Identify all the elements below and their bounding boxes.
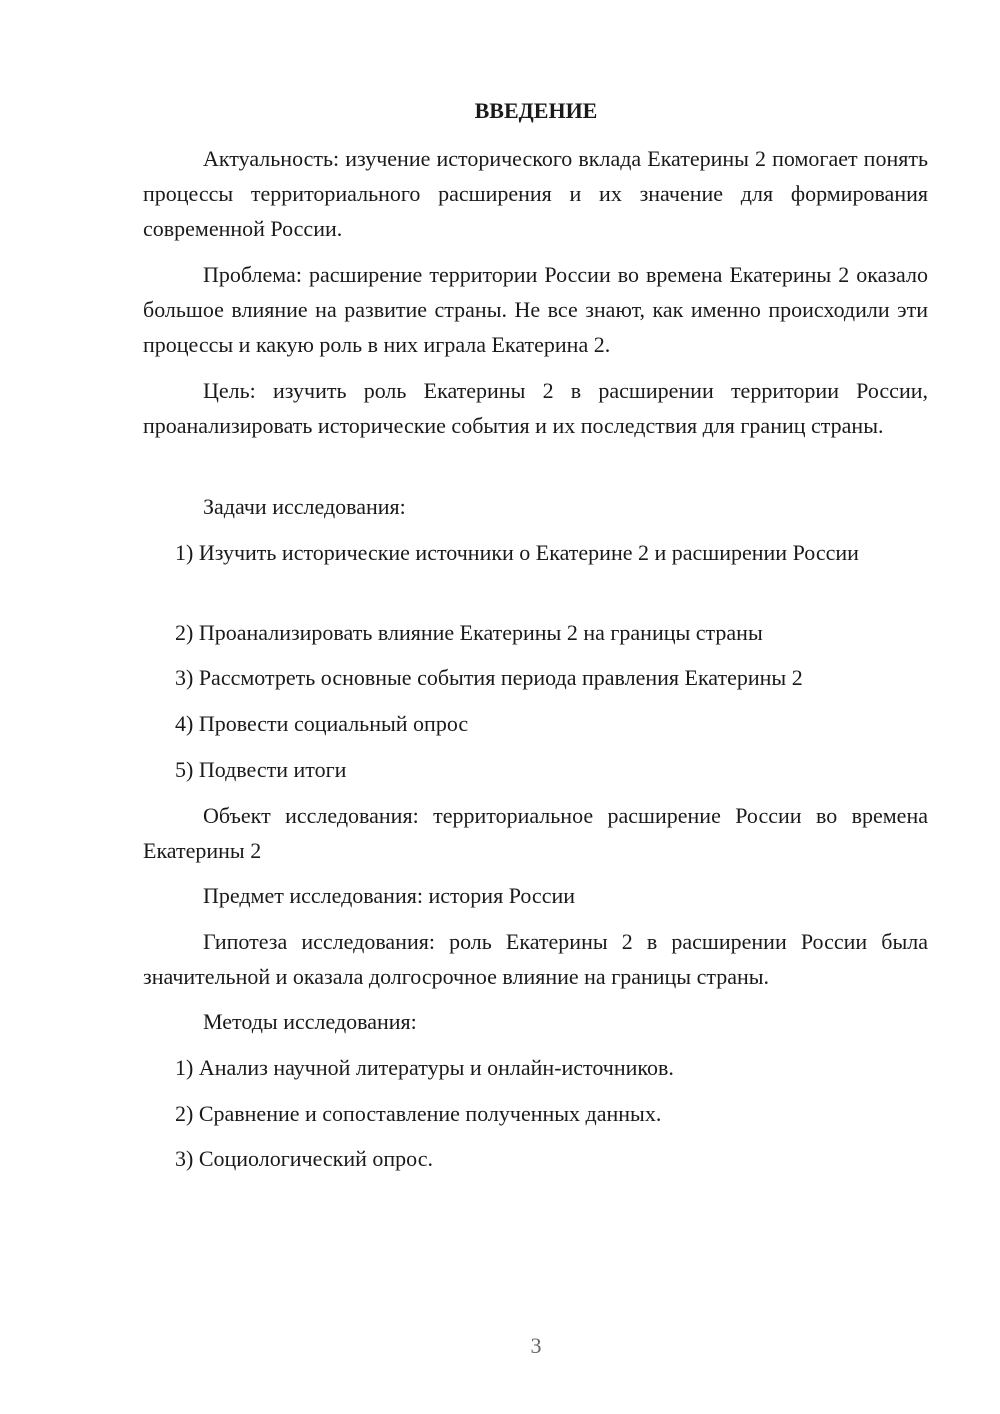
method-item: 3) Социологический опрос.	[175, 1146, 433, 1171]
task-item: 4) Провести социальный опрос	[175, 711, 469, 736]
relevance-paragraph: Актуальность: изучение исторического вклада Екатерины 2 помогает понять процессы территориального расширения и их значение для формирования современной России.	[143, 146, 928, 241]
page-title: ВВЕДЕНИЕ	[474, 98, 598, 123]
method-item: 2) Сравнение и сопоставление полученных данных.	[175, 1101, 662, 1126]
problem-paragraph: Проблема: расширение территории России во времена Екатерины 2 оказало большое влияние на развитие страны. Не все знают, как именно происходили эти процессы и какую роль в них играла Екатерина 2.	[143, 262, 928, 357]
task-item: 1) Изучить исторические источники о Екатерине 2 и расширении России	[175, 540, 859, 565]
methods-heading: Методы исследования:	[203, 1009, 417, 1034]
task-item: 3) Рассмотреть основные события периода правления Екатерины 2	[175, 665, 803, 690]
task-item: 2) Проанализировать влияние Екатерины 2 на границы страны	[175, 620, 763, 645]
page-number: 3	[530, 1333, 542, 1358]
subject-paragraph: Предмет исследования: история России	[203, 883, 576, 908]
hypothesis-paragraph: Гипотеза исследования: роль Екатерины 2 в расширении России была значительной и оказала долгосрочное влияние на границы страны.	[143, 929, 928, 989]
tasks-heading: Задачи исследования:	[203, 494, 406, 519]
task-item: 5) Подвести итоги	[175, 757, 347, 782]
method-item: 1) Анализ научной литературы и онлайн-источников.	[175, 1055, 674, 1080]
goal-paragraph: Цель: изучить роль Екатерины 2 в расширении территории России, проанализировать исторические события и их последствия для границ страны.	[143, 378, 928, 438]
object-paragraph: Объект исследования: территориальное расширение России во времена Екатерины 2	[143, 803, 928, 863]
